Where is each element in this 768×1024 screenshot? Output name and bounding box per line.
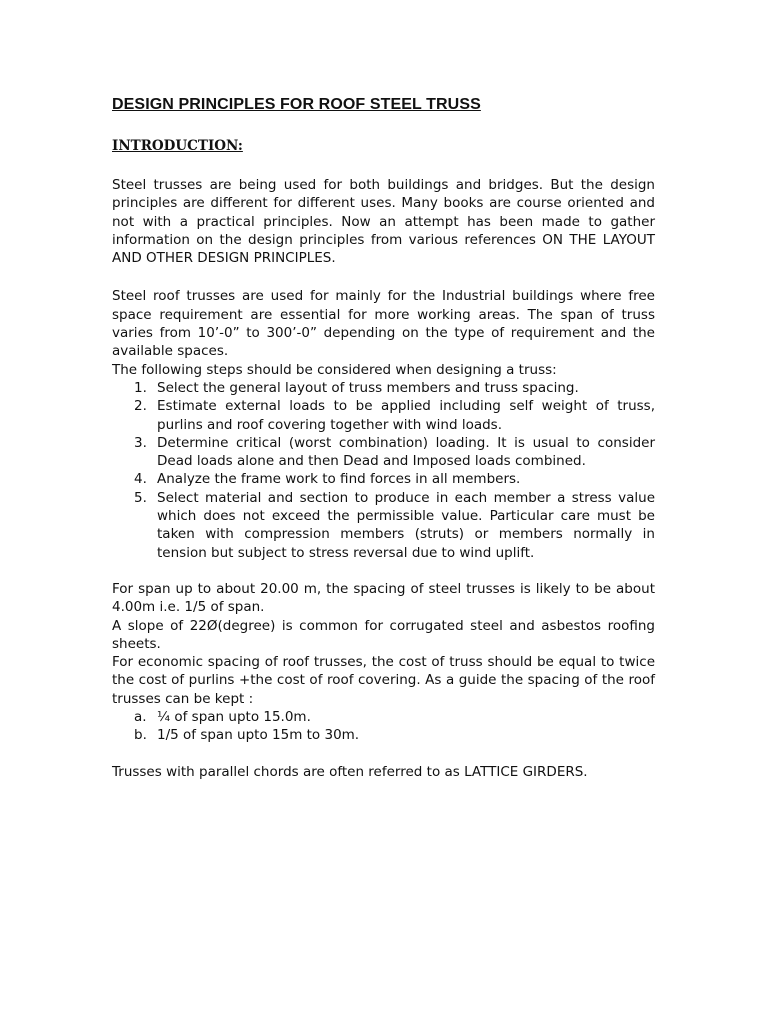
- list-item-text: Select material and section to produce in each member a stress value which does not exceed the permissible value. Particular care must be taken with compression members (struts) or members normally in tension but subject to stress reversal due to wind uplift.: [157, 489, 655, 561]
- list-marker: a.: [134, 709, 147, 726]
- list-item: [112, 489, 655, 562]
- spacing-guide-list: [112, 708, 655, 745]
- list-marker: 3.: [134, 434, 147, 451]
- list-marker: 2.: [134, 398, 147, 415]
- list-item-text: 1/5 of span upto 15m to 30m.: [157, 727, 360, 744]
- document-page: [112, 94, 655, 781]
- list-item: [112, 470, 655, 488]
- document-title: DESIGN PRINCIPLES FOR ROOF STEEL TRUSS: [112, 96, 481, 113]
- spacing-paragraph: For span up to about 20.00 m, the spacing of steel trusses is likely to be about 4.00m i.e. 1/5 of span.: [112, 580, 655, 616]
- list-item-text: ¼ of span upto 15.0m.: [157, 709, 311, 726]
- list-item: [112, 434, 655, 471]
- list-item-text: Estimate external loads to be applied including self weight of truss, purlins and roof covering together with wind loads.: [157, 398, 655, 433]
- intro-paragraph: Steel trusses are being used for both buildings and bridges. But the design principles are different for different uses. Many books are course oriented and not with a practical principles. Now an attempt has been made to gather information on the design principles from various references ON THE LAYOUT AND OTHER DESIGN PRINCIPLES.: [112, 177, 655, 267]
- list-item: [112, 379, 655, 397]
- list-marker: 1.: [134, 379, 147, 396]
- span-paragraph: Steel roof trusses are used for mainly for the Industrial buildings where free space requirement are essential for more working areas. The span of truss varies from 10’-0” to 300’-0” depending on the type of requirement and the available spaces.: [112, 288, 655, 360]
- slope-paragraph: A slope of 22Ø(degree) is common for corrugated steel and asbestos roofing sheets.: [112, 617, 655, 652]
- list-item: [112, 726, 655, 744]
- economic-spacing-paragraph: For economic spacing of roof trusses, the cost of truss should be equal to twice the cost of purlins +the cost of roof covering. As a guide the spacing of the roof trusses can be kept :: [112, 654, 655, 707]
- design-steps-list: [112, 379, 655, 562]
- lattice-girders-paragraph: Trusses with parallel chords are often referred to as LATTICE GIRDERS.: [112, 763, 588, 780]
- list-item-text: Analyze the frame work to find forces in all members.: [157, 471, 521, 488]
- list-item-text: Select the general layout of truss members and truss spacing.: [157, 379, 579, 396]
- list-item: [112, 708, 655, 726]
- list-marker: 4.: [134, 471, 147, 488]
- steps-intro: The following steps should be considered when designing a truss:: [112, 361, 557, 378]
- list-marker: 5.: [134, 489, 147, 506]
- list-item-text: Determine critical (worst combination) loading. It is usual to consider Dead loads alone and then Dead and Imposed loads combined.: [157, 434, 655, 470]
- section-heading: INTRODUCTION:: [112, 138, 243, 154]
- list-marker: b.: [134, 727, 147, 744]
- list-item: [112, 397, 655, 434]
